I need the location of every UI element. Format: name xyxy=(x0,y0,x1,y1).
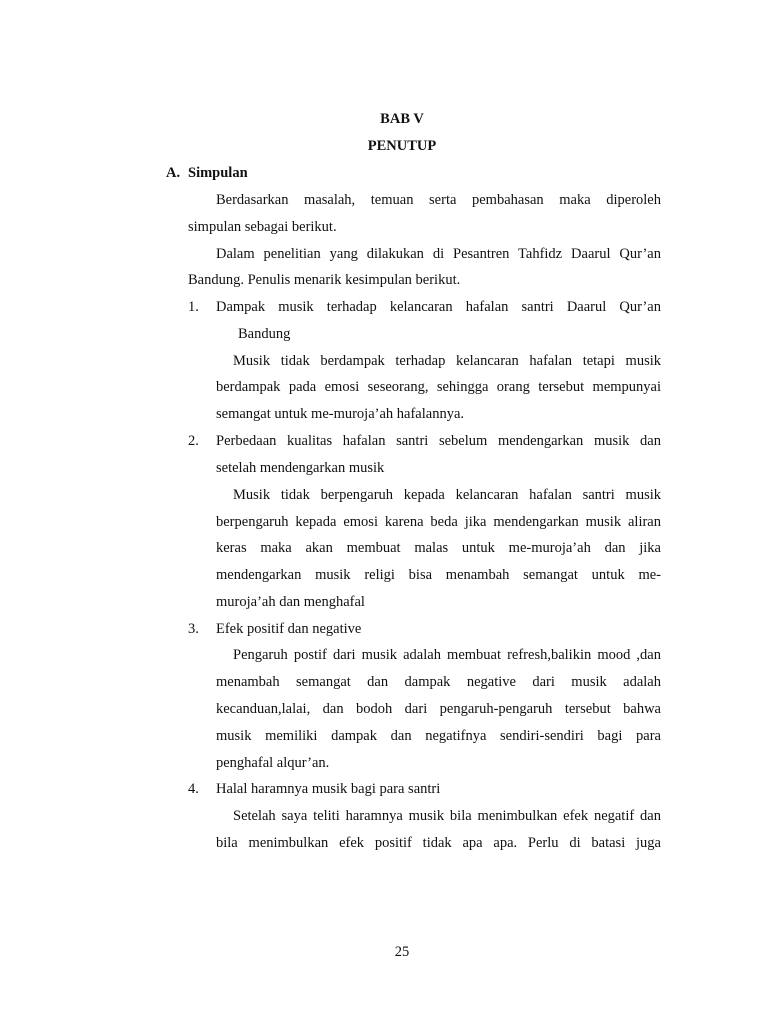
list-item-number: 1. xyxy=(188,299,199,315)
list-item-body-line: Pengaruh postif dari musik adalah membuat refresh,balikin mood ,dan xyxy=(233,647,661,663)
list-item-body-line: semangat untuk me-muroja’ah hafalannya. xyxy=(216,406,465,422)
list-item-body-line: muroja’ah dan menghafal xyxy=(216,594,365,610)
list-item-body-line: penghafal alqur’an. xyxy=(216,755,330,771)
chapter-number: BAB V xyxy=(380,111,424,127)
list-item-body-line: mendengarkan musik religi bisa menambah semangat untuk me- xyxy=(216,567,661,583)
intro-paragraph-2-line: Bandung. Penulis menarik kesimpulan berikut. xyxy=(188,272,461,288)
list-item-title: Bandung xyxy=(238,326,291,342)
list-item-body-line: kecanduan,lalai, dan bodoh dari pengaruh-pengaruh tersebut bahwa xyxy=(216,701,661,717)
list-item-title: Dampak musik terhadap kelancaran hafalan santri Daarul Qur’an xyxy=(216,299,661,315)
section-marker: A. xyxy=(166,165,181,181)
list-item-title: Perbedaan kualitas hafalan santri sebelum mendengarkan musik dan xyxy=(216,433,661,449)
list-item-body-line: Musik tidak berpengaruh kepada kelancaran hafalan santri musik xyxy=(233,487,661,503)
chapter-title: PENUTUP xyxy=(367,138,437,154)
list-item-title: setelah mendengarkan musik xyxy=(216,460,385,476)
list-item-body-line: Musik tidak berdampak terhadap kelancaran hafalan tetapi musik xyxy=(233,353,661,369)
intro-paragraph-2-line: Dalam penelitian yang dilakukan di Pesantren Tahfidz Daarul Qur’an xyxy=(216,246,661,262)
list-item-body-line: bila menimbulkan efek positif tidak apa apa. Perlu di batasi juga xyxy=(216,835,661,851)
list-item-number: 2. xyxy=(188,433,199,449)
list-item-body-line: berpengaruh kepada emosi karena beda jika mendengarkan musik aliran xyxy=(216,514,661,530)
page-number: 25 xyxy=(394,944,410,960)
section-title: Simpulan xyxy=(188,165,248,181)
list-item-body-line: Setelah saya teliti haramnya musik bila menimbulkan efek negatif dan xyxy=(233,808,661,824)
list-item-number: 4. xyxy=(188,781,199,797)
list-item-title: Efek positif dan negative xyxy=(216,621,362,637)
list-item-body-line: menambah semangat dan dampak negative dari musik adalah xyxy=(216,674,661,690)
list-item-number: 3. xyxy=(188,621,199,637)
list-item-body-line: berdampak pada emosi seseorang, sehingga orang tersebut mempunyai xyxy=(216,379,661,395)
list-item-body-line: keras maka akan membuat malas untuk me-muroja’ah dan jika xyxy=(216,540,661,556)
list-item-title: Halal haramnya musik bagi para santri xyxy=(216,781,441,797)
list-item-body-line: musik memiliki dampak dan negatifnya sendiri-sendiri bagi para xyxy=(216,728,661,744)
intro-paragraph-1-line: simpulan sebagai berikut. xyxy=(188,219,337,235)
intro-paragraph-1-line: Berdasarkan masalah, temuan serta pembahasan maka diperoleh xyxy=(216,192,661,208)
